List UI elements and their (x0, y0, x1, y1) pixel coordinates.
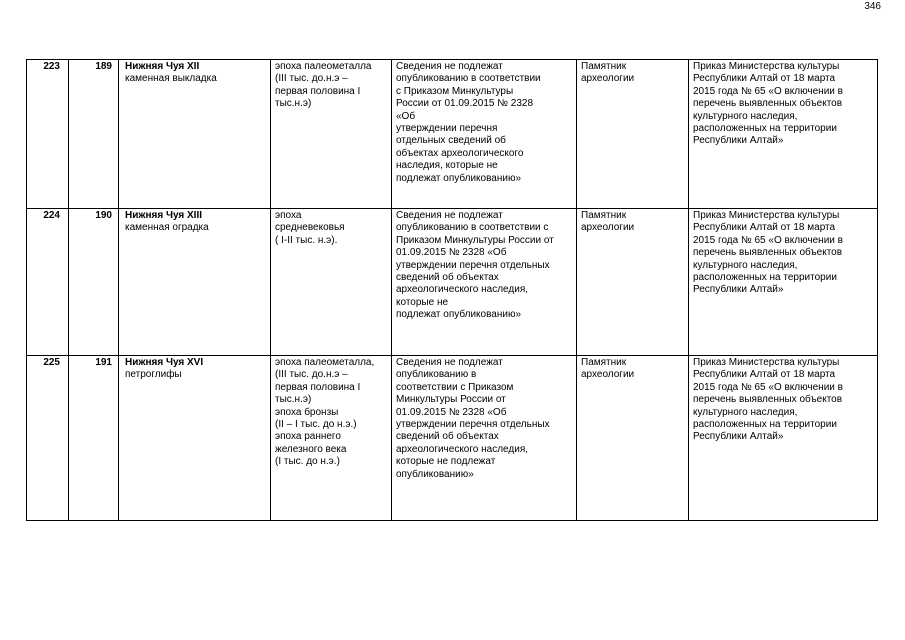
table-row (27, 356, 878, 521)
info-line: сведений об объектах (396, 431, 499, 443)
category-cell (577, 209, 689, 356)
info-line: объектах археологического (396, 147, 524, 159)
location-info-cell (392, 356, 577, 521)
info-line: наследия, которые не (396, 160, 498, 172)
order-line: Республики Алтай» (693, 135, 784, 147)
info-line: утверждении перечня отдельных (396, 419, 550, 431)
object-id-cell (69, 356, 119, 521)
object-id-cell (69, 209, 119, 356)
object-id: 191 (95, 357, 112, 368)
info-line: утверждении перечня отдельных (396, 259, 550, 271)
object-type: каменная оградка (125, 222, 209, 234)
period-line: средневековья (275, 222, 345, 234)
row-number: 225 (43, 357, 60, 368)
row-number-cell (27, 209, 69, 356)
order-line: культурного наследия, (693, 110, 798, 122)
order-line: Республики Алтай от 18 марта (693, 369, 836, 381)
info-line: опубликованию в соответствии (396, 73, 541, 85)
category-line: археологии (581, 222, 635, 234)
order-line: Приказ Министерства культуры (693, 61, 840, 72)
info-line: которые не подлежат (396, 456, 496, 468)
order-line: культурного наследия, (693, 406, 798, 418)
object-name-cell (119, 209, 271, 356)
order-line: Приказ Министерства культуры (693, 357, 840, 368)
object-id-cell (69, 60, 119, 209)
category-line: Памятник (581, 210, 627, 221)
row-number-cell (27, 356, 69, 521)
order-line: 2015 года № 65 «О включении в (693, 85, 843, 97)
category-line: Памятник (581, 357, 627, 368)
info-line: Приказом Минкультуры России от (396, 234, 554, 246)
category-line: археологии (581, 73, 635, 85)
info-line: соответствии с Приказом (396, 381, 514, 393)
period-cell (271, 209, 392, 356)
table-row (27, 209, 878, 356)
info-line: подлежат опубликованию» (396, 172, 522, 184)
order-line: культурного наследия, (693, 259, 798, 271)
order-line: Республики Алтай» (693, 431, 784, 443)
row-number: 223 (43, 61, 60, 72)
period-line: (III тыс. до.н.э – (275, 73, 348, 85)
category-line: археологии (581, 369, 635, 381)
order-line: перечень выявленных объектов (693, 247, 843, 259)
object-name-cell (119, 60, 271, 209)
object-name-cell (119, 356, 271, 521)
period-cell (271, 60, 392, 209)
info-line: утверждении перечня (396, 123, 498, 135)
object-name: Нижняя Чуя XII (125, 61, 200, 72)
order-line: расположенных на территории (693, 272, 837, 284)
period-line: эпоха раннего (275, 431, 341, 443)
period-line: тыс.н.э) (275, 98, 312, 110)
order-line: расположенных на территории (693, 419, 837, 431)
period-line: (III тыс. до.н.э – (275, 369, 348, 381)
object-id: 189 (95, 61, 112, 72)
order-cell (689, 60, 878, 209)
period-line: тыс.н.э) (275, 394, 312, 406)
order-line: перечень выявленных объектов (693, 98, 843, 110)
info-line: сведений об объектах (396, 272, 499, 284)
period-line: эпоха палеометалла (275, 61, 372, 72)
period-line: (I тыс. до н.э.) (275, 456, 340, 468)
order-line: 2015 года № 65 «О включении в (693, 381, 843, 393)
category-cell (577, 60, 689, 209)
period-line: железного века (275, 443, 347, 455)
info-line: Сведения не подлежат (396, 357, 503, 368)
info-line: «Об (396, 110, 416, 122)
category-cell (577, 356, 689, 521)
object-type: петроглифы (125, 369, 182, 381)
object-name: Нижняя Чуя XIII (125, 210, 203, 221)
order-line: перечень выявленных объектов (693, 394, 843, 406)
table-row (27, 60, 878, 209)
order-line: Республики Алтай от 18 марта (693, 73, 836, 85)
period-line: первая половина I (275, 381, 361, 393)
info-line: подлежат опубликованию» (396, 309, 522, 321)
info-line: 01.09.2015 № 2328 «Об (396, 406, 507, 418)
order-cell (689, 356, 878, 521)
info-line: Минкультуры России от (396, 394, 506, 406)
period-line: эпоха бронзы (275, 406, 339, 418)
category-line: Памятник (581, 61, 627, 72)
period-cell (271, 356, 392, 521)
row-number: 224 (43, 210, 60, 221)
row-number-cell (27, 60, 69, 209)
info-line: отдельных сведений об (396, 135, 506, 147)
period-line: первая половина I (275, 85, 361, 97)
period-line: (II – I тыс. до н.э.) (275, 419, 357, 431)
order-cell (689, 209, 878, 356)
order-line: 2015 года № 65 «О включении в (693, 234, 843, 246)
info-line: археологического наследия, (396, 443, 529, 455)
info-line: опубликованию» (396, 468, 474, 480)
location-info-cell (392, 209, 577, 356)
order-line: Республики Алтай от 18 марта (693, 222, 836, 234)
object-type: каменная выкладка (125, 73, 217, 85)
info-line: опубликованию в (396, 369, 477, 381)
info-line: с Приказом Минкультуры (396, 85, 514, 97)
period-line: ( I-II тыс. н.э). (275, 234, 338, 246)
page-number: 346 (864, 1, 881, 12)
period-line: эпоха палеометалла, (275, 357, 375, 368)
order-line: расположенных на территории (693, 123, 837, 135)
info-line: Сведения не подлежат (396, 61, 503, 72)
order-line: Республики Алтай» (693, 284, 784, 296)
object-id: 190 (95, 210, 112, 221)
period-line: эпоха (275, 210, 302, 221)
info-line: Сведения не подлежат (396, 210, 503, 221)
info-line: которые не (396, 296, 449, 308)
heritage-registry-table (26, 59, 878, 521)
info-line: опубликованию в соответствии с (396, 222, 549, 234)
info-line: археологического наследия, (396, 284, 529, 296)
object-name: Нижняя Чуя XVI (125, 357, 204, 368)
location-info-cell (392, 60, 577, 209)
info-line: 01.09.2015 № 2328 «Об (396, 247, 507, 259)
info-line: России от 01.09.2015 № 2328 (396, 98, 534, 110)
order-line: Приказ Министерства культуры (693, 210, 840, 221)
